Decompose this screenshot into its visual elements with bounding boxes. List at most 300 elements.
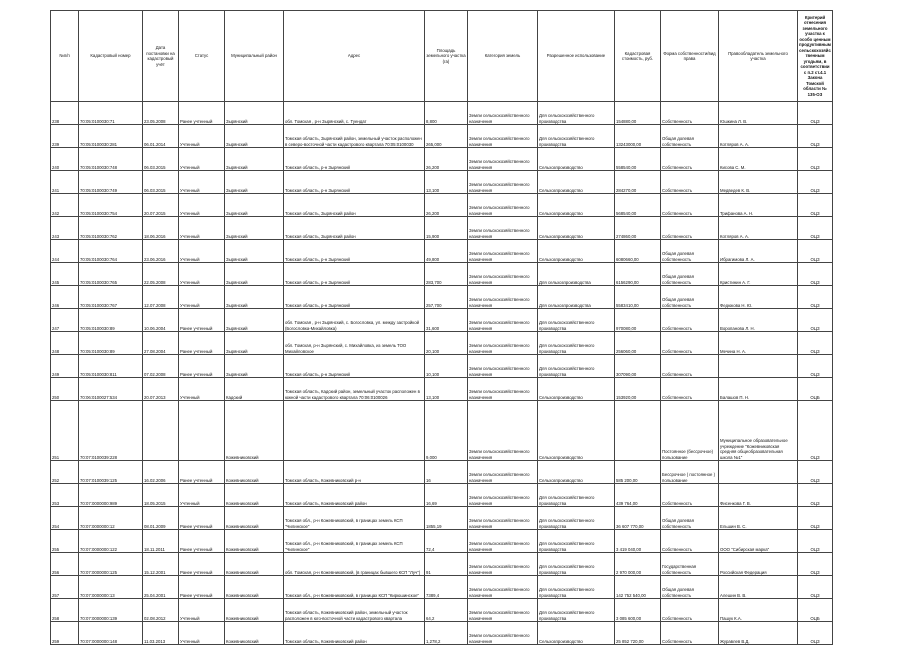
cell-permitted-use: Для сельскохозяйственного производства bbox=[538, 102, 615, 125]
cell-registration-date: 27.08.2004 bbox=[143, 332, 179, 355]
cell-ownership: Собственность bbox=[661, 378, 719, 401]
cell-number: 259 bbox=[51, 622, 79, 645]
cell-district: Зырянский bbox=[225, 194, 284, 217]
cell-area: 26,200 bbox=[425, 194, 468, 217]
table-row bbox=[51, 240, 833, 263]
cell-criterion: ОЦЗ bbox=[798, 332, 833, 355]
cell-number: 257 bbox=[51, 576, 79, 599]
cell-district: Зырянский bbox=[225, 217, 284, 240]
cell-criterion: ОЦЗ bbox=[798, 309, 833, 332]
cell-address: Томская обл., р-н Кожевниковский, в границах земель КСП "Чилинское" bbox=[284, 530, 425, 553]
table-row bbox=[51, 332, 833, 355]
cell-status: Учтенный bbox=[179, 194, 225, 217]
cell-owner: Ибрагимова Л. А. bbox=[719, 240, 798, 263]
cell-ownership: Собственность bbox=[661, 622, 719, 645]
cell-cadastral-value: 284270,00 bbox=[615, 171, 661, 194]
cell-district: Кожевниковский bbox=[225, 484, 284, 507]
header-cell-area: Площадь земельного участка (га) bbox=[425, 11, 468, 102]
cell-number: 251 bbox=[51, 401, 79, 461]
cell-district: Зырянский bbox=[225, 102, 284, 125]
cell-district: Зырянский bbox=[225, 286, 284, 309]
cell-cadastral-value: 558540,00 bbox=[615, 148, 661, 171]
cell-criterion: ОЦЗ bbox=[798, 461, 833, 484]
cell-land-category: Земли сельскохозяйственного назначения bbox=[468, 194, 538, 217]
cell-land-category: Земли сельскохозяйственного назначения bbox=[468, 530, 538, 553]
cell-owner: Российская Федерация bbox=[719, 553, 798, 576]
cell-criterion: ОЦЗ bbox=[798, 263, 833, 286]
cell-permitted-use: Для сельскохозяйственного производства bbox=[538, 484, 615, 507]
cell-registration-date: 18.06.2016 bbox=[143, 217, 179, 240]
cell-number: 254 bbox=[51, 507, 79, 530]
cell-address: обл. Томская , р-н Зырянский, с. Туендат bbox=[284, 102, 425, 125]
cell-ownership: Собственность bbox=[661, 148, 719, 171]
cell-owner: Котляров А. А. bbox=[719, 125, 798, 148]
cell-number: 239 bbox=[51, 125, 79, 148]
cell-cadastral-value: 274860,00 bbox=[615, 217, 661, 240]
cell-area: 1,278,2 bbox=[425, 622, 468, 645]
cell-cadastral-number: 70:05:0100030:71 bbox=[79, 102, 143, 125]
table-row bbox=[51, 553, 833, 576]
cell-ownership: Общая долевая собственность bbox=[661, 240, 719, 263]
cell-permitted-use: Для сельхозпроизводства bbox=[538, 286, 615, 309]
table-row bbox=[51, 622, 833, 645]
cell-owner: ООО "Сибирская марка" bbox=[719, 530, 798, 553]
cell-address: Томская обл., р-н Кожевниковский, в границах земель КСП "Чилинское" bbox=[284, 507, 425, 530]
cell-land-category: Земли сельскохозяйственного назначения bbox=[468, 309, 538, 332]
cell-permitted-use: Для сельхозпроизводства bbox=[538, 263, 615, 286]
cell-address: Томская обл., р-н Кожевниковский, в границах КСП "Кирюшинское" bbox=[284, 576, 425, 599]
table-row bbox=[51, 148, 833, 171]
cell-owner bbox=[719, 355, 798, 378]
cell-area: 49,800 bbox=[425, 240, 468, 263]
cell-number: 258 bbox=[51, 599, 79, 622]
cell-ownership: Собственность bbox=[661, 484, 719, 507]
cell-owner: Кристинин А. Г. bbox=[719, 263, 798, 286]
cell-area: 9,000 bbox=[425, 401, 468, 461]
table-row bbox=[51, 507, 833, 530]
table-row bbox=[51, 599, 833, 622]
cell-criterion: ОЦЗ bbox=[798, 507, 833, 530]
cell-area: 20,100 bbox=[425, 332, 468, 355]
cell-area: 10,100 bbox=[425, 355, 468, 378]
cell-area: 257,700 bbox=[425, 286, 468, 309]
header-cell-land-category: Категория земель bbox=[468, 11, 538, 102]
cell-permitted-use: Сельхозпроизводство bbox=[538, 622, 615, 645]
cell-address: обл. Томская, р-н Зырянский, с. Михайловка, из земель ТОО Михайловское bbox=[284, 332, 425, 355]
cell-permitted-use: Сельхозпроизводство bbox=[538, 217, 615, 240]
cell-status: Ранее учтенный bbox=[179, 102, 225, 125]
cell-permitted-use: Для сельскохозяйственного производства bbox=[538, 599, 615, 622]
header-cell-district: Муниципальный район bbox=[225, 11, 284, 102]
land-plots-table bbox=[50, 10, 833, 645]
cell-cadastral-value: 142 752 540,00 bbox=[615, 576, 661, 599]
cell-status: Учтенный bbox=[179, 125, 225, 148]
cell-address: Томская область, Зырянский район bbox=[284, 194, 425, 217]
cell-cadastral-value: 256060,00 bbox=[615, 332, 661, 355]
cell-ownership: Собственность bbox=[661, 102, 719, 125]
cell-registration-date: 11.03.2013 bbox=[143, 622, 179, 645]
cell-land-category: Земли сельскохозяйственного назначения bbox=[468, 576, 538, 599]
cell-district: Зырянский bbox=[225, 240, 284, 263]
cell-district: Кожевниковский bbox=[225, 461, 284, 484]
cell-cadastral-value: 25 852 720,00 bbox=[615, 622, 661, 645]
cell-land-category: Земли сельскохозяйственного назначения bbox=[468, 332, 538, 355]
table-row bbox=[51, 217, 833, 240]
cell-ownership: Собственность bbox=[661, 217, 719, 240]
cell-criterion: ОЦЗ bbox=[798, 553, 833, 576]
header-cell-ownership: Форма собственности/вид права bbox=[661, 11, 719, 102]
cell-cadastral-number: 70:05:0100030:765 bbox=[79, 263, 143, 286]
cell-permitted-use: Сельхозпроизводство bbox=[538, 378, 615, 401]
cell-ownership: Государственная собственность bbox=[661, 553, 719, 576]
cell-cadastral-number: 70:07:0000000:139 bbox=[79, 599, 143, 622]
cell-permitted-use: Для сельскохозяйственного производства bbox=[538, 553, 615, 576]
header-cell-owner: Правообладатель земельного участка bbox=[719, 11, 798, 102]
cell-status: Ранее учтенный bbox=[179, 530, 225, 553]
cell-number: 238 bbox=[51, 102, 79, 125]
header-cell-registration-date: Дата постановки на кадастровый учёт bbox=[143, 11, 179, 102]
cell-address: Томская область, Кожевниковский район bbox=[284, 622, 425, 645]
cell-cadastral-number: 70:07:0000000:125 bbox=[79, 553, 143, 576]
cell-area: 13,100 bbox=[425, 171, 468, 194]
cell-land-category: Земли сельскохозяйственного назначения bbox=[468, 171, 538, 194]
cell-permitted-use: Сельхозпроизводство bbox=[538, 240, 615, 263]
cell-ownership: Собственность bbox=[661, 309, 719, 332]
cell-cadastral-number: 70:07:0000000:122 bbox=[79, 530, 143, 553]
cell-area: 283,700 bbox=[425, 263, 468, 286]
cell-ownership: Постоянное (бессрочное) пользование bbox=[661, 401, 719, 461]
cell-ownership: Общая долевая собственность bbox=[661, 286, 719, 309]
cell-cadastral-number: 70:05:0100030:754 bbox=[79, 194, 143, 217]
cell-permitted-use: Для сельскохозяйственного производства bbox=[538, 576, 615, 599]
cell-land-category: Земли сельскохозяйственного назначения bbox=[468, 553, 538, 576]
cell-registration-date: 23.05.2008 bbox=[143, 102, 179, 125]
cell-land-category: Земли сельскохозяйственного назначения bbox=[468, 401, 538, 461]
table-body bbox=[51, 102, 833, 645]
cell-address: Томская область, р-н Зырянский bbox=[284, 263, 425, 286]
cell-criterion: ОЦБ bbox=[798, 378, 833, 401]
table-row bbox=[51, 461, 833, 484]
header-row bbox=[51, 11, 833, 102]
cell-registration-date: 06.03.2015 bbox=[143, 171, 179, 194]
cell-permitted-use: Сельхозпроизводство bbox=[538, 171, 615, 194]
cell-permitted-use: Сельхозпроизводство bbox=[538, 401, 615, 461]
cell-number: 246 bbox=[51, 286, 79, 309]
cell-owner: Медведев К. В. bbox=[719, 171, 798, 194]
cell-criterion: ОЦЗ bbox=[798, 286, 833, 309]
cell-cadastral-number: 70:06:0100027:534 bbox=[79, 378, 143, 401]
cell-district: Зырянский bbox=[225, 309, 284, 332]
header-cell-cadastral-number: Кадастровый номер bbox=[79, 11, 143, 102]
cell-cadastral-value: 2 970 000,00 bbox=[615, 553, 661, 576]
cell-status: Ранее учтенный bbox=[179, 309, 225, 332]
header-cell-criterion: Критерий отнесения земельного участка к особо ценным продуктивным сельскохозяйственным угодьям, в соответствии с п.2 ст.4.1 Закона Томской области № 135-ОЗ bbox=[798, 11, 833, 102]
cell-number: 245 bbox=[51, 263, 79, 286]
table-row bbox=[51, 309, 833, 332]
cell-criterion: ОЦЗ bbox=[798, 401, 833, 461]
cell-cadastral-value: 154880,00 bbox=[615, 102, 661, 125]
cell-ownership: Общая долевая собственность bbox=[661, 576, 719, 599]
cell-land-category: Земли сельскохозяйственного назначения bbox=[468, 148, 538, 171]
table-row bbox=[51, 378, 833, 401]
cell-address: Томская область, р-н Зырянский bbox=[284, 148, 425, 171]
cell-criterion: ОЦЗ bbox=[798, 194, 833, 217]
cell-owner: Пашук К.А. bbox=[719, 599, 798, 622]
cell-area: 1855,19 bbox=[425, 507, 468, 530]
cell-address: Томская область, Кожевниковский р-н bbox=[284, 461, 425, 484]
cell-criterion: ОЦЗ bbox=[798, 240, 833, 263]
table-row bbox=[51, 194, 833, 217]
table-row bbox=[51, 355, 833, 378]
cell-status: Учтенный bbox=[179, 484, 225, 507]
cell-address: Томская область, р-н Зырянский bbox=[284, 240, 425, 263]
cell-district: Зырянский bbox=[225, 355, 284, 378]
cell-status: Ранее учтенный bbox=[179, 553, 225, 576]
cell-number: 249 bbox=[51, 355, 79, 378]
cell-registration-date: 15.12.2001 bbox=[143, 553, 179, 576]
cell-district: Кожевниковский bbox=[225, 599, 284, 622]
cell-ownership: Собственность bbox=[661, 171, 719, 194]
cell-cadastral-value: 6156290,00 bbox=[615, 263, 661, 286]
header-cell-permitted-use: Разрешенное использование bbox=[538, 11, 615, 102]
cell-cadastral-value: 568540,00 bbox=[615, 194, 661, 217]
cell-registration-date: 22.05.2008 bbox=[143, 263, 179, 286]
cell-land-category: Земли сельскохозяйственного назначения bbox=[468, 507, 538, 530]
cell-registration-date: 18.05.2015 bbox=[143, 484, 179, 507]
cell-number: 240 bbox=[51, 148, 79, 171]
cell-criterion: ОЦЗ bbox=[798, 622, 833, 645]
cell-address: Томская область, Кожевниковский район, земельный участок расположен в юго-восточной части кадастрового квартала bbox=[284, 599, 425, 622]
cell-status: Учтенный bbox=[179, 217, 225, 240]
cell-permitted-use: Для сельскохозяйственного производства bbox=[538, 125, 615, 148]
cell-area: 15,900 bbox=[425, 217, 468, 240]
header-cell-cadastral-value: Кадастровая стоимость, руб. bbox=[615, 11, 661, 102]
cell-cadastral-number: 70:05:0100030:89 bbox=[79, 332, 143, 355]
cell-permitted-use: Сельхозпроизводство bbox=[538, 461, 615, 484]
cell-owner: Алешин В. В. bbox=[719, 576, 798, 599]
cell-number: 255 bbox=[51, 530, 79, 553]
cell-cadastral-number: 70:07:0000000:13 bbox=[79, 576, 143, 599]
cell-area: 13,100 bbox=[425, 378, 468, 401]
cell-number: 256 bbox=[51, 553, 79, 576]
cell-criterion: ОЦЗ bbox=[798, 102, 833, 125]
cell-area: 8,800 bbox=[425, 102, 468, 125]
cell-criterion: ОЦБ bbox=[798, 599, 833, 622]
header-cell-status: Статус bbox=[179, 11, 225, 102]
cell-land-category: Земли сельскохозяйственного назначения bbox=[468, 599, 538, 622]
table-row bbox=[51, 286, 833, 309]
cell-ownership: Общая долевая собственность bbox=[661, 507, 719, 530]
cell-status: Ранее учтенный bbox=[179, 461, 225, 484]
cell-owner: Воропанова Л. Н. bbox=[719, 309, 798, 332]
cell-number: 252 bbox=[51, 461, 79, 484]
cell-address: Томская область, р-н Зырянский bbox=[284, 286, 425, 309]
cell-status: Ранее учтенный bbox=[179, 355, 225, 378]
cell-district: Кожевниковский bbox=[225, 622, 284, 645]
cell-cadastral-value: 439 764,00 bbox=[615, 484, 661, 507]
cell-land-category: Земли сельскохозяйственного назначения bbox=[468, 102, 538, 125]
cell-district: Кожевниковский bbox=[225, 507, 284, 530]
cell-owner: Фисенкова Г. В. bbox=[719, 484, 798, 507]
cell-criterion: ОЦЗ bbox=[798, 171, 833, 194]
cell-status: Учтенный bbox=[179, 622, 225, 645]
cell-area: 64,2 bbox=[425, 599, 468, 622]
cell-cadastral-number: 70:05:0100030:764 bbox=[79, 240, 143, 263]
cell-number: 247 bbox=[51, 309, 79, 332]
cell-ownership: Собственность bbox=[661, 194, 719, 217]
cell-cadastral-value: 6080660,00 bbox=[615, 240, 661, 263]
cell-address: обл. Томская , р-н Зырянский, с. Богословка, ул. между застройкой (Богословка-Михайловка) bbox=[284, 309, 425, 332]
cell-registration-date: 16.02.2006 bbox=[143, 461, 179, 484]
cell-land-category: Земли сельскохозяйственного назначения bbox=[468, 217, 538, 240]
cell-district: Зырянский bbox=[225, 332, 284, 355]
cell-owner: Ельшин В. С. bbox=[719, 507, 798, 530]
cell-area: 31,600 bbox=[425, 309, 468, 332]
table-row bbox=[51, 125, 833, 148]
cell-owner: Мечина Н. А. bbox=[719, 332, 798, 355]
cell-permitted-use: Сельхозпроизводство bbox=[538, 148, 615, 171]
cell-address bbox=[284, 401, 425, 461]
cell-status: Ранее учтенный bbox=[179, 576, 225, 599]
cell-district: Кадский bbox=[225, 378, 284, 401]
cell-address: Томская область, р-н Зырянский bbox=[284, 355, 425, 378]
cell-ownership: Общая долевая собственность bbox=[661, 125, 719, 148]
cell-cadastral-number: 70:07:0100039:125 bbox=[79, 461, 143, 484]
cell-cadastral-number: 70:05:0100030:767 bbox=[79, 286, 143, 309]
cell-status: Ранее учтенный bbox=[179, 332, 225, 355]
cell-permitted-use: Для сельскохозяйственного производства bbox=[538, 332, 615, 355]
cell-area: 91 bbox=[425, 553, 468, 576]
cell-status bbox=[179, 401, 225, 461]
cell-cadastral-value: 3 419 040,00 bbox=[615, 530, 661, 553]
cell-land-category: Земли сельскохозяйственного назначения bbox=[468, 622, 538, 645]
cell-status: Ранее учтенный bbox=[179, 507, 225, 530]
cell-number: 241 bbox=[51, 171, 79, 194]
cell-number: 250 bbox=[51, 378, 79, 401]
cell-district: Кожевниковский bbox=[225, 576, 284, 599]
cell-owner bbox=[719, 461, 798, 484]
cell-owner: Трифанова А. Н. bbox=[719, 194, 798, 217]
cell-cadastral-number: 70:05:0100030:748 bbox=[79, 148, 143, 171]
cell-status: Учтенный bbox=[179, 240, 225, 263]
cell-owner: Кисова С. М. bbox=[719, 148, 798, 171]
cell-registration-date: 20.07.2013 bbox=[143, 378, 179, 401]
cell-number: 253 bbox=[51, 484, 79, 507]
cell-cadastral-number: 70:07:0100039:228 bbox=[79, 401, 143, 461]
cell-number: 244 bbox=[51, 240, 79, 263]
cell-ownership: Собственность bbox=[661, 332, 719, 355]
cell-ownership: Собственность bbox=[661, 599, 719, 622]
cell-status: Учтенный bbox=[179, 286, 225, 309]
cell-cadastral-number: 70:05:0100030:281 bbox=[79, 125, 143, 148]
cell-ownership: Собственность bbox=[661, 355, 719, 378]
table-row bbox=[51, 401, 833, 461]
header-cell-address: Адрес bbox=[284, 11, 425, 102]
cell-cadastral-value: 5583410,00 bbox=[615, 286, 661, 309]
cell-registration-date: 06.03.2015 bbox=[143, 148, 179, 171]
cell-status: Учтенный bbox=[179, 148, 225, 171]
cell-cadastral-number: 70:07:0000000:148 bbox=[79, 622, 143, 645]
cell-cadastral-value: 36 607 770,00 bbox=[615, 507, 661, 530]
cell-registration-date: 08.01.2009 bbox=[143, 507, 179, 530]
cell-address: Томская область, р-н Зырянский bbox=[284, 171, 425, 194]
cell-criterion: ОЦЗ bbox=[798, 125, 833, 148]
cell-cadastral-value: 13243000,00 bbox=[615, 125, 661, 148]
cell-criterion: ОЦЗ bbox=[798, 355, 833, 378]
cell-ownership: Бессрочное ( постоянное ) пользование bbox=[661, 461, 719, 484]
cell-registration-date: 25.04.2001 bbox=[143, 576, 179, 599]
cell-district: Кожевниковский bbox=[225, 530, 284, 553]
cell-number: 248 bbox=[51, 332, 79, 355]
cell-permitted-use: Для сельскохозяйственного производства bbox=[538, 530, 615, 553]
cell-registration-date: 20.07.2015 bbox=[143, 194, 179, 217]
cell-owner: Котляров А. А. bbox=[719, 217, 798, 240]
cell-address: Томская область, Кадский район, земельный участок расположен в южной части кадастрового квартала 70:06:0100026 bbox=[284, 378, 425, 401]
table-row bbox=[51, 530, 833, 553]
table-row bbox=[51, 171, 833, 194]
cell-owner: Муниципальное образовательное учреждение "Кожевниковская средняя общеобразовательная школа №1" bbox=[719, 401, 798, 461]
cell-criterion: ОЦЗ bbox=[798, 148, 833, 171]
cell-land-category: Земли сельскохозяйственного назначения bbox=[468, 125, 538, 148]
cell-registration-date: 12.07.2008 bbox=[143, 286, 179, 309]
cell-land-category: Земли сельскохозяйственного назначения bbox=[468, 461, 538, 484]
cell-cadastral-number: 70:05:0100030:811 bbox=[79, 355, 143, 378]
cell-registration-date: 10.06.2004 bbox=[143, 309, 179, 332]
cell-number: 243 bbox=[51, 217, 79, 240]
cell-land-category: Земли сельскохозяйственного назначения bbox=[468, 355, 538, 378]
table-row bbox=[51, 102, 833, 125]
cell-cadastral-value: 3 085 600,00 bbox=[615, 599, 661, 622]
cell-cadastral-value: 153920,00 bbox=[615, 378, 661, 401]
cell-district: Зырянский bbox=[225, 263, 284, 286]
cell-owner: Федюкова Н. Ю. bbox=[719, 286, 798, 309]
cell-area: 7389,4 bbox=[425, 576, 468, 599]
cell-permitted-use: Сельхозпроизводство bbox=[538, 194, 615, 217]
cell-registration-date bbox=[143, 401, 179, 461]
cell-criterion: ОЦЗ bbox=[798, 576, 833, 599]
table-row bbox=[51, 576, 833, 599]
cell-area: 26,200 bbox=[425, 148, 468, 171]
cell-registration-date: 07.02.2008 bbox=[143, 355, 179, 378]
cell-area: 16,69 bbox=[425, 484, 468, 507]
cell-ownership: Общая долевая собственность bbox=[661, 263, 719, 286]
cell-registration-date: 18.11.2011 bbox=[143, 530, 179, 553]
cell-land-category: Земли сельскохозяйственного назначения bbox=[468, 240, 538, 263]
cell-cadastral-number: 70:07:0000000:12 bbox=[79, 507, 143, 530]
cell-area: 16 bbox=[425, 461, 468, 484]
cell-status: Учтенный bbox=[179, 378, 225, 401]
cell-land-category: Земли сельскохозяйственного назначения bbox=[468, 378, 538, 401]
cell-permitted-use: Для сельскохозяйственного производства bbox=[538, 507, 615, 530]
cell-address: обл. Томская, р-н Кожевниковский, (в границах бывшего КСП "Луч") bbox=[284, 553, 425, 576]
cell-district: Зырянский bbox=[225, 125, 284, 148]
cell-criterion: ОЦЗ bbox=[798, 484, 833, 507]
cell-criterion: ОЦЗ bbox=[798, 530, 833, 553]
cell-cadastral-number: 70:07:0000000:989 bbox=[79, 484, 143, 507]
spreadsheet-page bbox=[50, 10, 832, 645]
header-cell-number: №п/п bbox=[51, 11, 79, 102]
cell-number: 242 bbox=[51, 194, 79, 217]
cell-criterion: ОЦЗ bbox=[798, 217, 833, 240]
cell-permitted-use: Для сельскохозяйственного производства bbox=[538, 309, 615, 332]
cell-district: Зырянский bbox=[225, 171, 284, 194]
cell-owner: Юшкина Л. В. bbox=[719, 102, 798, 125]
cell-area: 265,000 bbox=[425, 125, 468, 148]
cell-permitted-use: Для сельскохозяйственного производства bbox=[538, 355, 615, 378]
cell-registration-date: 06.01.2014 bbox=[143, 125, 179, 148]
cell-address: Томская область, Кожевниковский район bbox=[284, 484, 425, 507]
table-row bbox=[51, 263, 833, 286]
